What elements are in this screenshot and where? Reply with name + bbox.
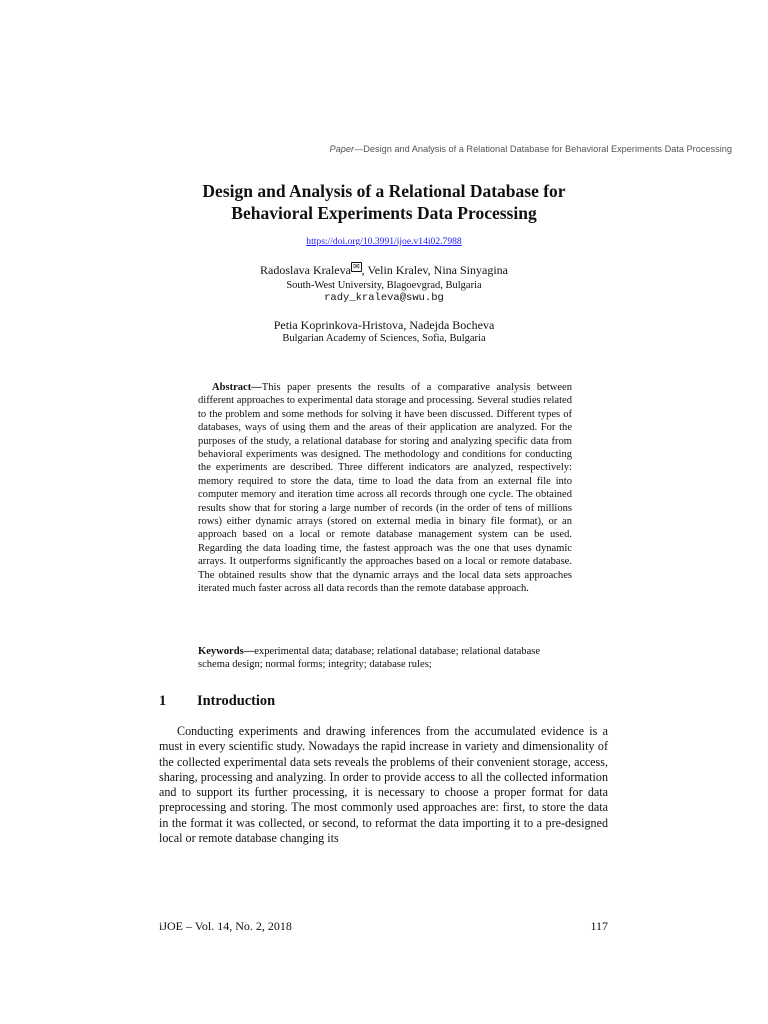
keywords-text: experimental data; database; relational database; relational database schema design; normal forms; integrity; database rules; (198, 646, 541, 671)
doi (0, 236, 768, 247)
author-email: rady_kraleva@swu.bg (324, 292, 444, 304)
keywords-label: Keywords— (198, 646, 255, 657)
first-author: Radoslava Kraleva (260, 263, 351, 277)
introduction-paragraph: Conducting experiments and drawing inferences from the accumulated evidence is a must in every scientific study. Nowadays the rapid increase in variety and dimensionality of the collected experimental data sets reveals the problems of their convenient storage, access, sharing, processing and analyzing. In order to provide access to all the collected information and to support its further processing, it is necessary to choose a proper format for data preprocessing and storing. The most commonly used approaches are: first, to store the data in the format it was collected, or second, to reformat the data importing it to a pre-designed local or remote database changing its (159, 724, 608, 846)
doi-link[interactable]: https://doi.org/10.3991/ijoe.v14i02.7988 (306, 236, 462, 247)
page-number: 117 (590, 919, 608, 933)
keywords (198, 645, 572, 672)
title-line-1: Design and Analysis of a Relational Database for (202, 181, 566, 201)
co-authors: , Velin Kralev, Nina Sinyagina (361, 263, 508, 277)
authors-group-2: Petia Koprinkova-Hristova, Nadejda Bocheva (273, 318, 495, 332)
abstract-label: Abstract— (212, 382, 262, 393)
envelope-icon: ✉ (352, 262, 360, 271)
running-head-text: —Design and Analysis of a Relational Database for Behavioral Experiments Data Processing (354, 144, 732, 154)
abstract-text: This paper presents the results of a comparative analysis between different approaches to experimental data storage and processing. Several studies related to the problem and some methods for solving it have been discussed. Different types of databases, ways of using them and the areas of their application are analyzed. For the purposes of the study, a relational database for storing and analyzing specific data from behavioral experiments was designed. The methodology and conditions for conducting the experiments are described. Three different indicators are analyzed, respectively: memory required to store the data, time to load the data from an external file into computer memory and iteration time across all records through one cycle. The obtained results show that for storing a large number of records (in the order of tens of millions rows) either dynamic arrays (stored on external media in binary file format), or an approach based on a local or remote database management system can be used. Regarding the data loading time, the fastest approach was the one that uses dynamic arrays. It outperforms significantly the approaches based on a local or remote database. The obtained results show that the dynamic arrays and the local data sets approaches iterated much faster across all data records than the remote database approach. (198, 382, 572, 595)
abstract (198, 381, 572, 596)
section-title: Introduction (197, 693, 276, 709)
title-line-2: Behavioral Experiments Data Processing (231, 203, 537, 223)
affiliation-2: Bulgarian Academy of Sciences, Sofia, Bulgaria (282, 333, 486, 344)
section-heading (159, 693, 275, 710)
paper-title (120, 180, 648, 224)
section-number: 1 (159, 693, 167, 709)
affiliation-1: South-West University, Blagoevgrad, Bulgaria (286, 280, 482, 291)
running-head (0, 144, 732, 154)
running-head-prefix: Paper (329, 144, 355, 154)
footer-journal: iJOE – Vol. 14, No. 2, 2018 (159, 919, 292, 933)
authors-group-1 (0, 263, 768, 277)
